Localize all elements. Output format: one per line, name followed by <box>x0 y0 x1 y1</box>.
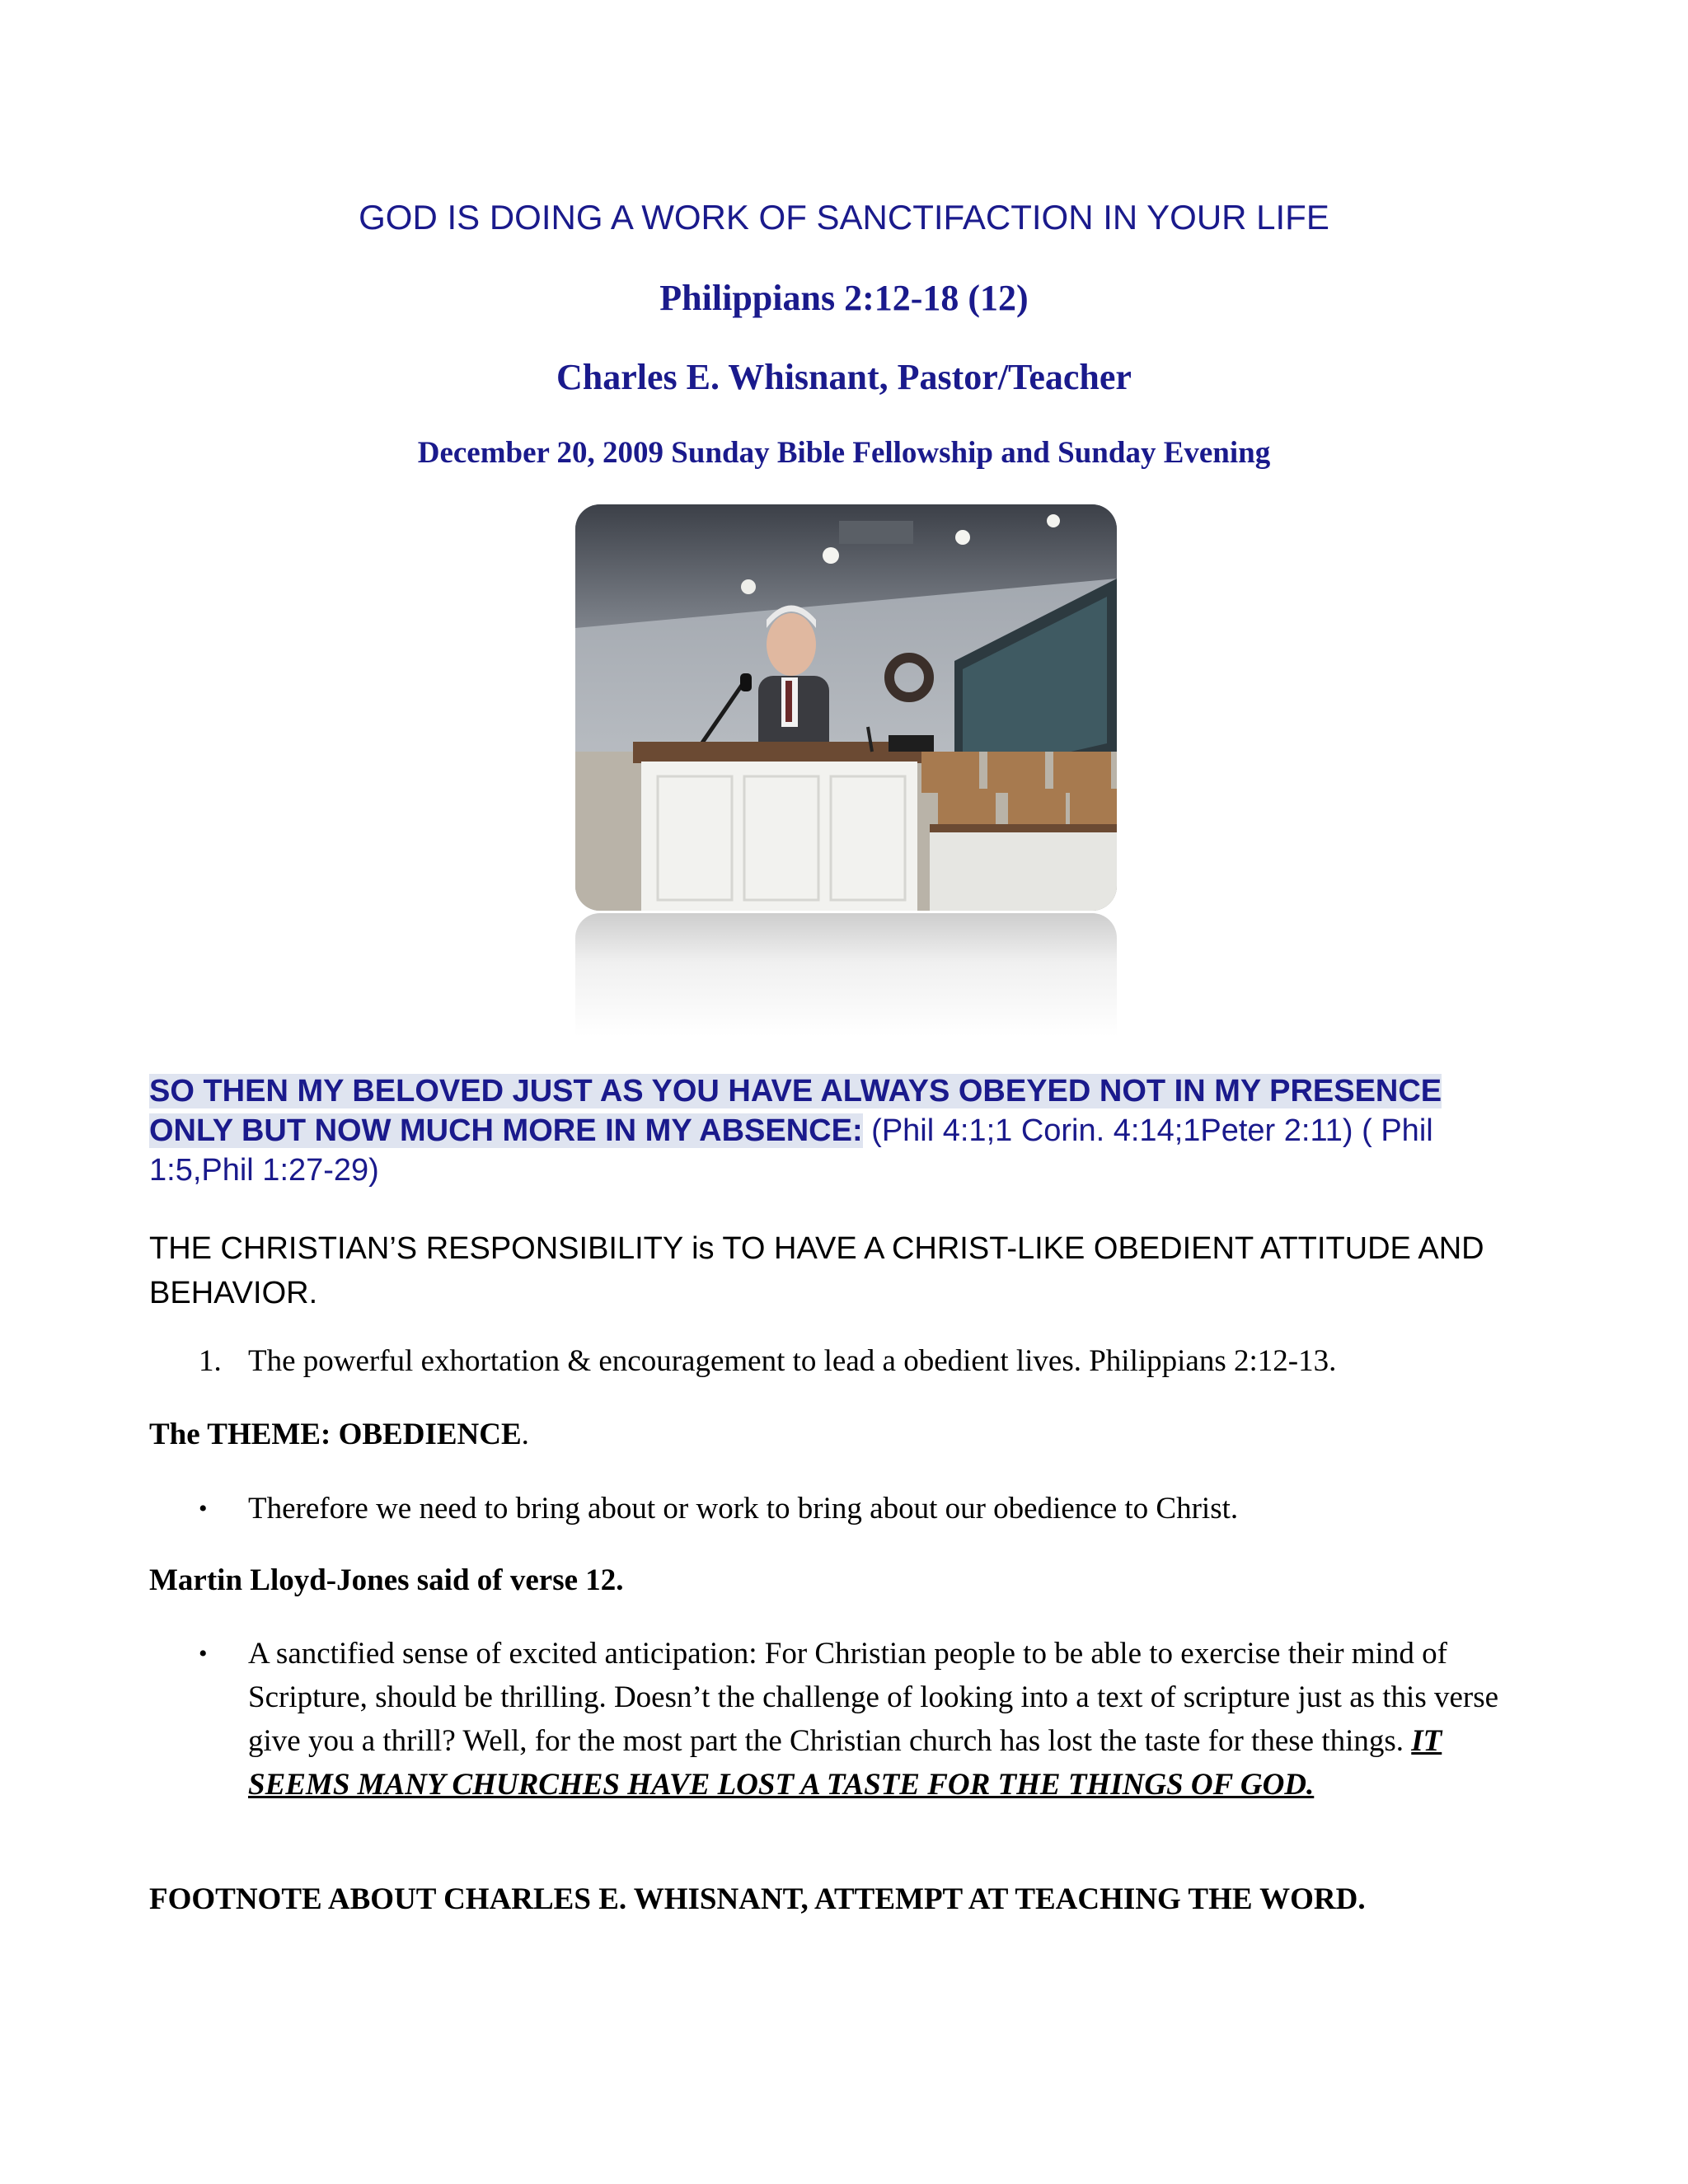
responsibility-heading: THE CHRISTIAN’S RESPONSIBILITY is TO HAVE A CHRIST-LIKE OBEDIENT ATTITUDE AND BEHAVIOR. <box>149 1231 1484 1310</box>
theme-line <box>149 1414 1534 1455</box>
list-number: 1. <box>199 1344 222 1378</box>
scripture-quote <box>149 1071 1534 1190</box>
author-line: Charles E. Whisnant, Pastor/Teacher <box>556 357 1132 397</box>
date-line: December 20, 2009 Sunday Bible Fellowship and Sunday Evening <box>417 436 1271 470</box>
bullet-body-text: A sanctified sense of excited anticipation: For Christian people to be able to exercise their mind of Scripture, should be thrilling. Doesn’t the challenge of looking into a text of scripture just as this verse give you a thrill? Well, for the most part the Christian church has lost the taste for these things. <box>248 1637 1499 1758</box>
bullet-icon: • <box>199 1640 208 1667</box>
bullet-item-text <box>248 1632 1534 1807</box>
theme-label: The THEME: OBEDIENCE <box>149 1418 522 1451</box>
bullet-icon: • <box>199 1495 208 1522</box>
lloyd-jones-heading: Martin Lloyd-Jones said of verse 12. <box>149 1563 624 1597</box>
numbered-list-item <box>149 1339 1534 1389</box>
pastor-at-pulpit-illustration <box>575 504 1117 911</box>
page-title: GOD IS DOING A WORK OF SANCTIFACTION IN YOUR LIFE <box>359 198 1329 237</box>
list-item-text: The powerful exhortation & encouragement to lead a obedient lives. Philippians 2:12-13. <box>248 1344 1337 1378</box>
bullet-item-text: Therefore we need to bring about or work to bring about our obedience to Christ. <box>248 1492 1239 1526</box>
bullet-emphasis-text: IT SEEMS MANY CHURCHES HAVE LOST A TASTE FOR THE THINGS OF GOD. <box>248 1724 1442 1802</box>
scripture-reference: Philippians 2:12-18 (12) <box>659 278 1029 318</box>
bullet-item <box>149 1632 1534 1863</box>
photo-reflection <box>575 913 1117 1037</box>
footnote-heading: FOOTNOTE ABOUT CHARLES E. WHISNANT, ATTEMPT AT TEACHING THE WORD. <box>149 1882 1366 1916</box>
quote-highlighted-text: SO THEN MY BELOVED JUST AS YOU HAVE ALWAYS OBEYED NOT IN MY PRESENCE ONLY BUT NOW MUCH MORE IN MY ABSENCE: <box>149 1074 1442 1148</box>
theme-period: . <box>521 1418 529 1451</box>
quote-references: (Phil 4:1;1 Corin. 4:14;1Peter 2:11) ( Phil 1:5,Phil 1:27-29) <box>149 1113 1433 1188</box>
pastor-photo <box>575 504 1117 911</box>
bullet-item <box>149 1487 1534 1536</box>
